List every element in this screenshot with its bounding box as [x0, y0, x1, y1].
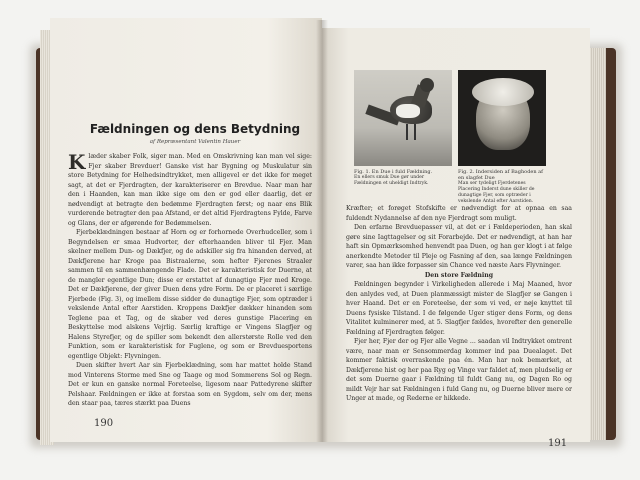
article-title: Fældningen og dens Betydning	[89, 122, 301, 136]
book-spine-gutter	[316, 20, 328, 442]
page-number-left: 190	[94, 418, 114, 429]
pigeon-wing-patch	[396, 104, 420, 118]
paragraph: Duen skifter hvert Aar sin Fjerbeklædning, som har mattet holde Stand mod Vinterens Storme med Sne og Taage og mod Sommerens Sol og Regn. Det er kun en ganske normal Foreteelse, ligesom naar Pattedyrene skifter Pelshaar. Fældningen er ikke at forstaa som en Sygdom, selv om der, mens den staar paa, tæres stærkt paa Duens	[68, 362, 312, 407]
paragraph: Den erfarne Brevduepasser vil, at det er i Fældeperioden, han skal gøre sine Iagttagelser og sit Forarbejde. Det er nødvendigt, at han har haft sin Opmærksomhed henvendt paa Duen, og han ger klogt i at følge anerkendte Metoder til Pleje og Fasning af den, saa længe Fældningen varer, saa han ikke forpasser sin Chance ved næste Aars Flyvninger.	[346, 224, 572, 269]
paragraph: Fjer her, Fjer der og Fjer alle Vegne ... saadan vil Indtrykket omtrent være, naar man er Sensommerdag kommer ind paa Duealaget. Det kommer faktisk overraskende paa én. Man har nok bemærket, at Dækfjerene hist og her paa Ryg og Vinge var faldet af, men pludselig er det som Duerne gaar i Fældning til fuldt Gang nu, og Dagen Ro og mildt Vejr har sat Fældningen i fuld Gang nu, og Duerne bliver mere or Unger at made, og Rederne er hikkede.	[346, 338, 572, 402]
right-page	[322, 28, 590, 449]
paragraph: Fjerbeklædningen bestaar af Horn og er forhornede Overhudceller, som i Begyndelsen er smaa Hudvorter, der efterhaanden bliver til Fjer. Man skelner mellem Dun- og Dækfjer, og de adskiller sig fra hinanden derved, at Dækfjerene har Kroge paa Bistraalerne, som hefter Fjerenes Straaler sammen til en sammenhængende Flade. Det er karakteristisk for Duerne, at de mangler egentlige Dun; disse er erstattet af dunagtige Fjer med Kroge. Det er Dækfjerene, der giver Duen dens ydre Form. De er placeret i særlige Fjerbede (Fig. 3), og imellem disse sidder de dunagtige Fjer, som optræder i vekslende Antal efter Aarstiden. Kroppens Dækfjer dækker hinanden som Teglene paa et Tag, og de skaber ved deres gunstige Placering en Beskyttelse mod alskens Vejrlig. Særlig kraftige er Vingens Slagfjer og Halens Styrefjer, og de spiller som bekendt den allerstørste Rolle ved den Funktion, som er karakteristisk for Fuglene, og som er Brevduesportens egentlige Objekt: Flyvningen.	[68, 229, 312, 360]
wing-down-feathers	[472, 78, 534, 106]
page-number-right: 191	[548, 438, 568, 449]
figure-1-title: Fig. 1. En Due i fuld Fældning.	[354, 169, 433, 175]
right-page-edges	[588, 48, 606, 440]
figure-2-text: Man ser tydeligt Fjerdetenes Placering Inderst dune skiller de dunagtige Fjer, som optræder i vekslende Antal efter Aarstiden.	[458, 181, 535, 204]
paragraph: Kræfter; et forøget Stofskifte er nødvendigt for at opnaa en saa fuldendt Nydannelse af den nye Fjerdragt som muligt.	[346, 205, 572, 222]
pigeon-leg	[414, 124, 416, 140]
paragraph: Fældningen begynder i Virkeligheden allerede i Maj Maaned, hvor den anlydes ved, at Duen planmæssigt mister de Slagfjer sø Gangen i hver Haand. Det er en Foreteelse, der som vi ved, er nøje knyttet til Duens fysiske Tilstand. I de følgende Uger stiger dens Form, og dens Vitalitet kulminerer med, at 5. Slagfjer fældes, hvorefter den generelle Fældning af Fjerdragten følger.	[346, 281, 572, 336]
section-subheading: Den store Fældning	[424, 271, 494, 279]
paragraph	[68, 152, 312, 228]
left-page	[50, 18, 322, 442]
right-body-text	[346, 204, 572, 404]
pigeon-head	[420, 78, 434, 92]
pigeon-leg	[406, 124, 408, 140]
left-body-text	[68, 152, 312, 409]
wing-photo	[458, 70, 546, 166]
article-byline: af Repræsentant Valentin Hauer	[149, 139, 241, 145]
figure-2-title: Fig. 2. Indersiden af Baghoden af en slagfet Due	[458, 169, 543, 181]
drop-cap: K	[68, 150, 86, 174]
pigeon-photo	[354, 70, 452, 166]
figure-2-caption	[458, 169, 546, 205]
figure-1-caption	[354, 169, 452, 187]
figure-1-text: En ellers smuk Due gør under Fældningen et uheldigt Indtryk.	[354, 175, 429, 186]
paragraph-text: læder skaber Folk, siger man. Med en Omskrivning kan man vel sige: Fjer skaber Brevduer! Ganske vist har Bygning og Muskulatur sin store Betydning for Helhedsindtrykket, men alligevel er det ikke for meget sagt, at det er Fjerdragten, der karakteriserer en Brevdue. Naar man har den i Haanden, kan man ikke sige om den er god eller daarlig, det er nødvendigt at betragte den bedømme Fjerdragten først; og naar ens Blik vurderende betragter den paa Afstand, er det altid Fjerdragtens Fylde, Farve og Glans, der er afgørende for Bedømmelsen.	[68, 153, 312, 227]
